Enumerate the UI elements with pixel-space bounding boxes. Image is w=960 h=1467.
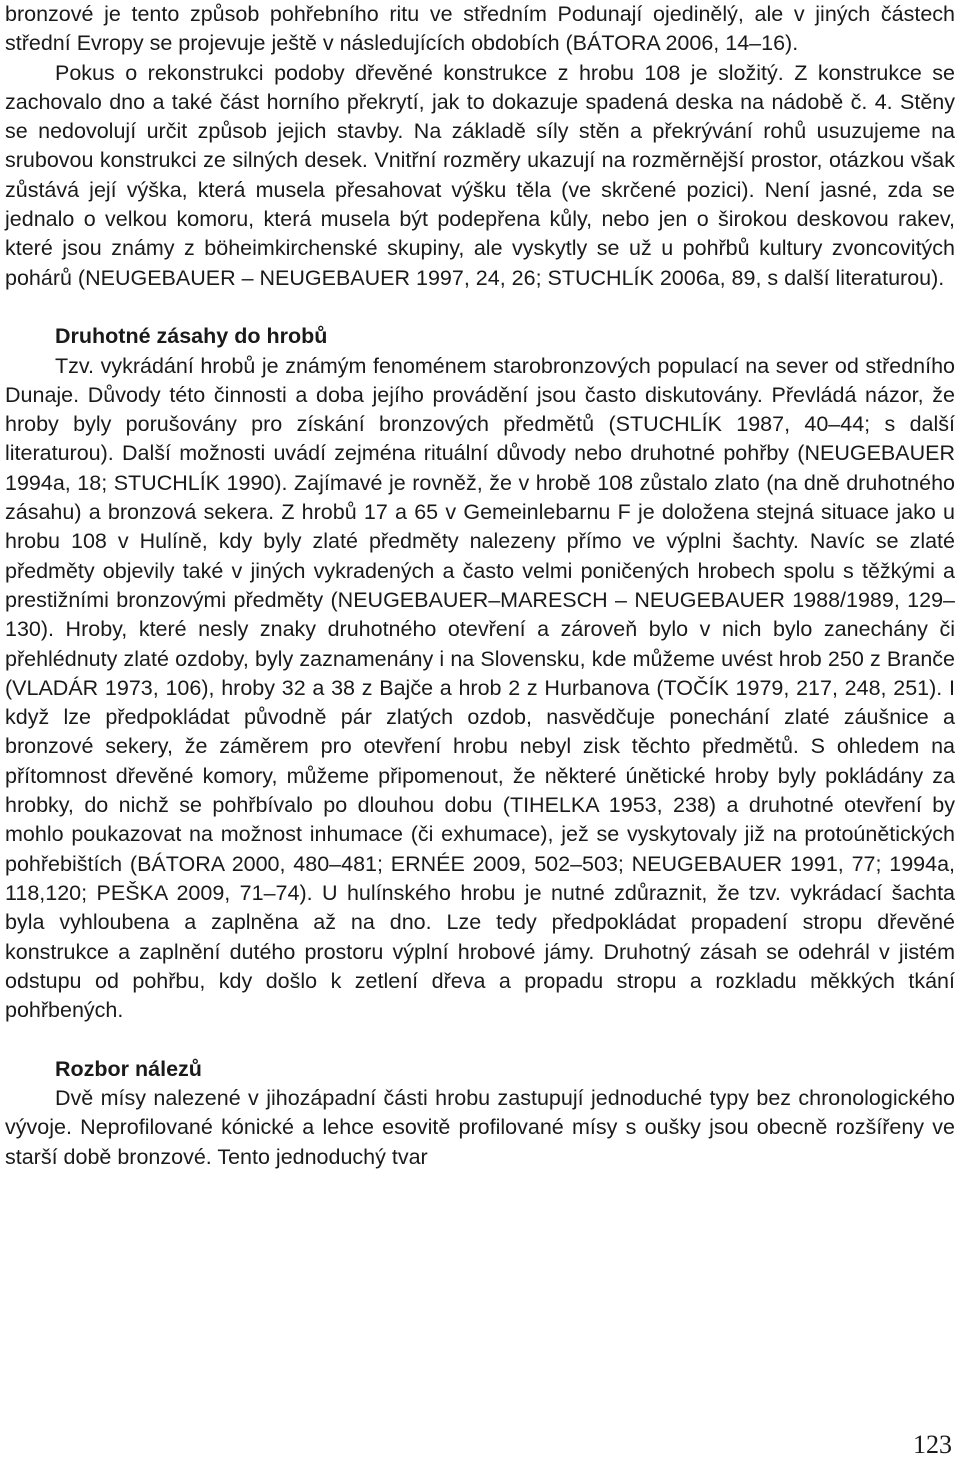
- document-page: [5, 0, 955, 1172]
- section-spacer: [5, 293, 955, 322]
- section-spacer: [5, 1025, 955, 1054]
- paragraph-grave-robbing: Tzv. vykrádání hrobů je známým fenoménem starobronzových populací na sever od středního Dunaje. Důvody této činnosti a doba jejího provádění jsou často diskutovány. Převládá názor, že hroby byly porušovány pro získání bronzových předmětů (STUCHLÍK 1987, 40–44; s další literaturou). Další možnosti uvádí zejména rituální důvody nebo druhotné pohřby (NEUGEBAUER 1994a, 18; STUCHLÍK 1990). Zajímavé je rovněž, že v hrobě 108 zůstalo zlato (na dně druhotného zásahu) a bronzová sekera. Z hrobů 17 a 65 v Gemeinlebarnu F je doložena stejná situace jako u hrobu 108 v Hulíně, kdy byly zlaté předměty nalezeny přímo ve výplni šachty. Navíc se zlaté předměty objevily také v jiných vykradených a často velmi poničených hrobech spolu s těžkými a prestižními bronzovými předměty (NEUGEBAUER–MARESCH – NEUGEBAUER 1988/1989, 129–130). Hroby, které nesly znaky druhotného otevření a zároveň bylo v nich bylo zanechány či přehlédnuty zlaté ozdoby, byly zaznamenány i na Slovensku, kde můžeme uvést hrob 250 z Branče (VLADÁR 1973, 106), hroby 32 a 38 z Bajče a hrob 2 z Hurbanova (TOČÍK 1979, 217, 248, 251). I když lze předpokládat původně pár zlatých ozdob, nasvědčuje ponechání zlaté záušnice a bronzové sekery, že záměrem pro otevření hrobu nebyl zisk těchto předmětů. S ohledem na přítomnost dřevěné komory, můžeme připomenout, že některé únětické hroby byly pokládány za hrobky, do nichž se pohřbívalo po dlouhou dobu (TIHELKA 1953, 238) a druhotné otevření by mohlo poukazovat na možnost inhumace (či exhumace), jež se vyskytovaly již na protoúnětických pohřebištích (BÁTORA 2000, 480–481; ERNÉE 2009, 502–503; NEUGEBAUER 1991, 77; 1994a, 118,120; PEŠKA 2009, 71–74). U hulínského hrobu je nutné zdůraznit, že tzv. vykrádací šachta byla vyhloubena a zaplněna až na dno. Lze tedy předpokládat propadení stropu dřevěné konstrukce a zaplnění dutého prostoru výplní hrobové jámy. Druhotný zásah se odehrál v jistém odstupu od pohřbu, kdy došlo k zetlení dřeva a propadu stropu a rozkladu měkkých tkání pohřbených.: [5, 353, 955, 1023]
- section-heading-secondary-interventions: Druhotné zásahy do hrobů: [55, 324, 328, 349]
- page-number: 123: [913, 1430, 952, 1459]
- section-heading-finds-analysis: Rozbor nálezů: [55, 1056, 202, 1081]
- paragraph-continued: bronzové je tento způsob pohřebního ritu ve středním Podunají ojedinělý, ale v jiných částech střední Evropy se projevuje ještě v následujících obdobích (BÁTORA 2006, 14–16).: [5, 2, 955, 56]
- paragraph-bowls: Dvě mísy nalezené v jihozápadní části hrobu zastupují jednoduché typy bez chronologického vývoje. Neprofilované kónické a lehce esovitě profilované mísy s oušky jsou obecně rozšířeny ve starší době bronzové. Tento jednoduchý tvar: [5, 1085, 955, 1169]
- paragraph-construction: Pokus o rekonstrukci podoby dřevěné konstrukce z hrobu 108 je složitý. Z konstrukce se zachovalo dno a také část horního překrytí, jak to dokazuje spadená deska na nádobě č. 4. Stěny se nedovolují určit způsob jejich stavby. Na základě síly stěn a překrývání rohů usuzujeme na srubovou konstrukci ze silných desek. Vnitřní rozměry ukazují na rozměrnější prostor, otázkou však zůstává její výška, která musela přesahovat výšku těla (ve skrčené pozici). Není jasné, zda se jednalo o velkou komoru, která musela být podepřena kůly, nebo jen o širokou deskovou rakev, které jsou známy z böheimkirchenské skupiny, ale vyskytly se už u pohřbů kultury zvoncovitých pohárů (NEUGEBAUER – NEUGEBAUER 1997, 24, 26; STUCHLÍK 2006a, 89, s další literaturou).: [5, 60, 955, 290]
